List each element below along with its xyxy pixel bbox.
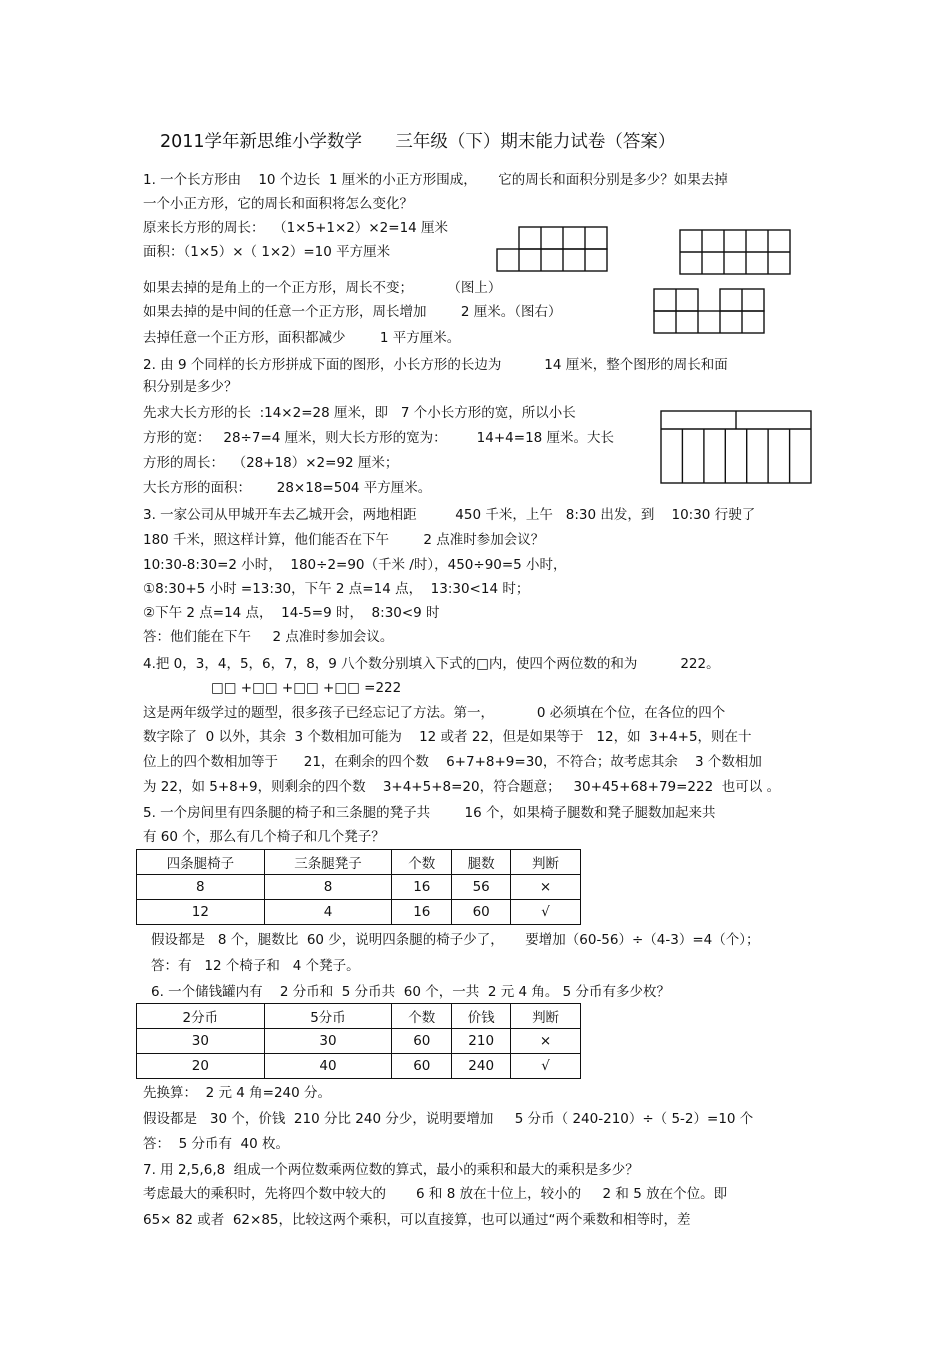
table-cell: 16 <box>392 900 452 925</box>
table-row <box>137 900 581 925</box>
q5-line-2: 有 60 个，那么有几个椅子和几个凳子？ <box>143 829 385 845</box>
table-cell: 60 <box>392 1054 452 1079</box>
table-cell: √ <box>511 1054 581 1079</box>
q4-solution-4: 为 22，如 5+8+9，则剩余的四个数 3+4+5+8=20，符合题意； 30+45+68+79=222 也可以 。 <box>143 779 781 795</box>
q1-line-1: 1. 一个长方形由 10 个边长 1 厘米的小正方形围成， 它的周长和面积分别是多少？如果去掉 <box>143 172 728 188</box>
table-header-cell: 判断 <box>511 850 581 875</box>
q6-answer: 答： 5 分币有 40 枚。 <box>143 1136 290 1152</box>
q7-line-1: 7. 用 2,5,6,8 组成一个两位数乘两位数的算式，最小的乘积和最大的乘积是多少？ <box>143 1162 639 1178</box>
q4-solution-1: 这是两年级学过的题型，很多孩子已经忘记了方法。第一， 0 必须填在个位，在各位的四个 <box>143 705 726 721</box>
q7-solution-1: 考虑最大的乘积时，先将四个数中较大的 6 和 8 放在十位上，较小的 2 和 5 放在个位。即 <box>143 1186 728 1202</box>
table-header-cell: 个数 <box>392 850 452 875</box>
table-cell: × <box>511 1029 581 1054</box>
q3-solution-1: 10:30-8:30=2 小时， 180÷2=90（千米 /时），450÷90=5 小时， <box>143 557 567 573</box>
page-title: 2011学年新思维小学数学 三年级（下）期末能力试卷（答案） <box>160 132 676 152</box>
table-header-cell: 三条腿凳子 <box>264 850 392 875</box>
q2-solution-1: 先求大长方形的长 :14×2=28 厘米，即 7 个小长方形的宽，所以小长 <box>143 405 576 421</box>
table-header-cell: 5分币 <box>264 1004 392 1029</box>
table-cell: 12 <box>137 900 265 925</box>
table-header-cell: 四条腿椅子 <box>137 850 265 875</box>
table-header-cell: 价钱 <box>452 1004 511 1029</box>
q3-answer: 答：他们能在下午 2 点准时参加会议。 <box>143 629 394 645</box>
table-header-row <box>137 1004 581 1029</box>
q6-line-1: 6. 一个储钱罐内有 2 分币和 5 分币共 60 个，一共 2 元 4 角。 5 分币有多少枚？ <box>151 984 671 1000</box>
table-cell: √ <box>511 900 581 925</box>
table-cell: 16 <box>392 875 452 900</box>
q4-solution-3: 位上的四个数相加等于 21，在剩余的四个数 6+7+8+9=30，不符合；故考虑其余 3 个数相加 <box>143 754 762 770</box>
q3-solution-2: ①8:30+5 小时 =13:30，下午 2 点=14 点， 13:30<14 时； <box>143 581 530 597</box>
q4-solution-2: 数字除了 0 以外，其余 3 个数相加可能为 12 或者 22，但是如果等于 12，如 3+4+5，则在十 <box>143 729 752 745</box>
table-cell: 40 <box>264 1054 392 1079</box>
table-row <box>137 1029 581 1054</box>
q4-line-1: 4.把 0，3，4，5，6，7，8，9 八个数分别填入下式的□内，使四个两位数的和为 222。 <box>143 656 720 672</box>
q2-solution-4: 大长方形的面积： 28×18=504 平方厘米。 <box>143 480 432 496</box>
table-cell: 30 <box>137 1029 265 1054</box>
table-cell: × <box>511 875 581 900</box>
q6-conversion: 先换算： 2 元 4 角=240 分。 <box>143 1085 332 1101</box>
q6-solution: 假设都是 30 个，价钱 210 分比 240 分少，说明要增加 5 分币（ 240-210）÷（ 5-2）=10 个 <box>143 1111 754 1127</box>
q5-solution: 假设都是 8 个，腿数比 60 少，说明四条腿的椅子少了， 要增加（60-56）÷（4-3）=4（个）； <box>151 932 760 948</box>
table-cell: 20 <box>137 1054 265 1079</box>
q1-figure-corner-removed <box>497 226 609 274</box>
table-header-cell: 腿数 <box>452 850 511 875</box>
table-cell: 240 <box>452 1054 511 1079</box>
table-cell: 56 <box>452 875 511 900</box>
q2-line-2: 积分别是多少？ <box>143 379 238 395</box>
q5-answer: 答：有 12 个椅子和 4 个凳子。 <box>151 958 360 974</box>
table-cell: 60 <box>392 1029 452 1054</box>
table-header-cell: 判断 <box>511 1004 581 1029</box>
q3-line-1: 3. 一家公司从甲城开车去乙城开会，两地相距 450 千米，上午 8:30 出发，到 10:30 行驶了 <box>143 507 756 523</box>
table-cell: 8 <box>264 875 392 900</box>
q7-solution-2: 65× 82 或者 62×85，比较这两个乘积，可以直接算，也可以通过“两个乘数和相等时，差 <box>143 1212 691 1228</box>
table-row <box>137 1054 581 1079</box>
table-cell: 4 <box>264 900 392 925</box>
q2-solution-3: 方形的周长： （28+18）×2=92 厘米； <box>143 455 399 471</box>
q1-figure-original <box>679 229 791 277</box>
q1-figure-middle-removed <box>653 288 767 336</box>
table-header-cell: 个数 <box>392 1004 452 1029</box>
q1-perimeter: 原来长方形的周长： （1×5+1×2）×2=14 厘米 <box>143 220 449 236</box>
q3-line-2: 180 千米，照这样计算，他们能否在下午 2 点准时参加会议？ <box>143 532 545 548</box>
q1-area: 面积：（1×5）×（ 1×2）=10 平方厘米 <box>143 244 391 260</box>
q5-line-1: 5. 一个房间里有四条腿的椅子和三条腿的凳子共 16 个，如果椅子腿数和凳子腿数加起来共 <box>143 805 716 821</box>
q3-solution-3: ②下午 2 点=14 点， 14-5=9 时， 8:30<9 时 <box>143 605 440 621</box>
q2-line-1: 2. 由 9 个同样的长方形拼成下面的图形，小长方形的长边为 14 厘米，整个图形的周长和面 <box>143 357 728 373</box>
table-cell: 30 <box>264 1029 392 1054</box>
table-header-cell: 2分币 <box>137 1004 265 1029</box>
table-cell: 60 <box>452 900 511 925</box>
q2-solution-2: 方形的宽： 28÷7=4 厘米，则大长方形的宽为： 14+4=18 厘米。大长 <box>143 430 615 446</box>
q1-middle-case: 如果去掉的是中间的任意一个正方形，周长增加 2 厘米。（图右） <box>143 304 562 320</box>
q1-corner-case: 如果去掉的是角上的一个正方形，周长不变； （图上） <box>143 280 502 296</box>
q5-table <box>136 849 581 925</box>
table-row <box>137 875 581 900</box>
table-cell: 210 <box>452 1029 511 1054</box>
table-cell: 8 <box>137 875 265 900</box>
q4-equation: □□ +□□ +□□ +□□ =222 <box>211 680 402 696</box>
q1-area-change: 去掉任意一个正方形，面积都减少 1 平方厘米。 <box>143 330 461 346</box>
q2-figure-rectangles <box>660 410 814 486</box>
q6-table <box>136 1003 581 1079</box>
table-header-row <box>137 850 581 875</box>
q1-line-2: 一个小正方形，它的周长和面积将怎么变化？ <box>143 196 413 212</box>
